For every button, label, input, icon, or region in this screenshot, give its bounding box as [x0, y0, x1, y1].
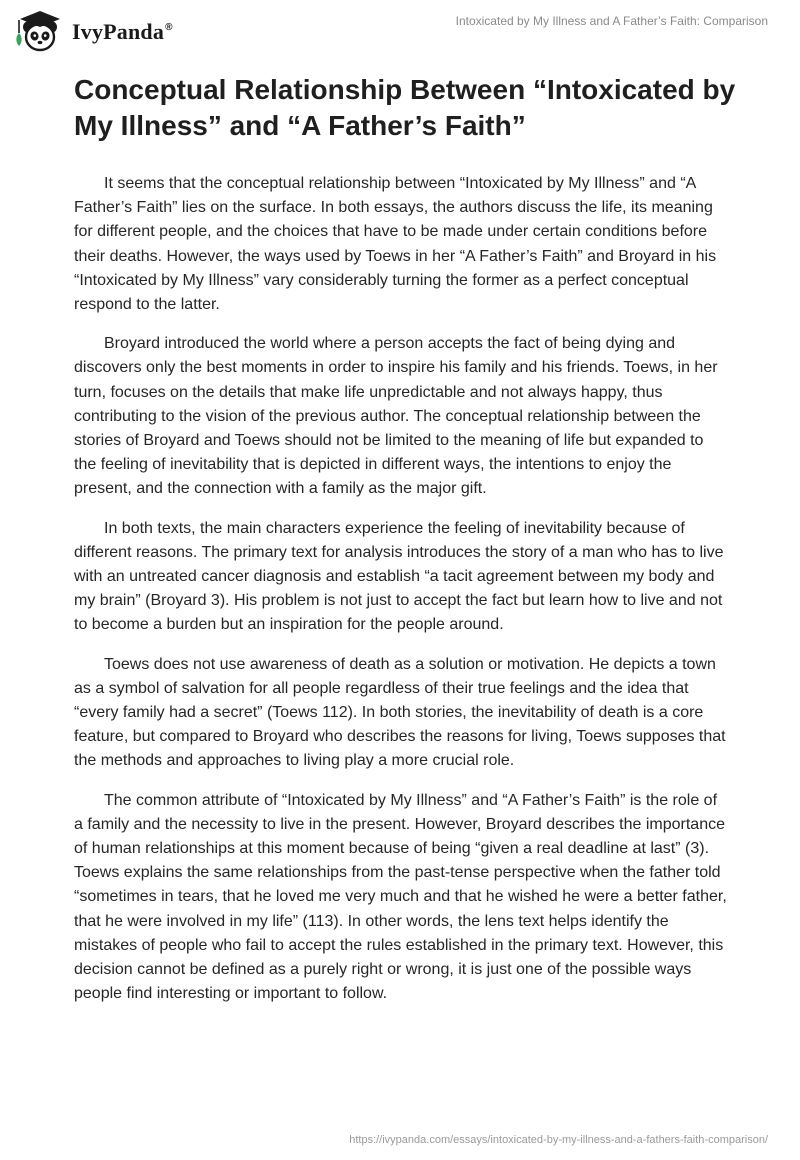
- panda-graduate-icon: [12, 7, 66, 53]
- ivypanda-logo[interactable]: [12, 7, 173, 53]
- paragraph: Toews does not use awareness of death as a solution or motivation. He depicts a town as a symbol of salvation for all people regardless of their true feelings and the idea that “every family had a secret” (Toews 112). In both stories, the inevitability of death is a core feature, but compared to Broyard who describes the reasons for living, Toews supposes that the methods and approaches to living play a more crucial role.: [74, 655, 726, 770]
- registered-mark: ®: [165, 22, 173, 33]
- document-header-title: Intoxicated by My Illness and A Father’s Faith: Comparison: [455, 14, 768, 28]
- source-url-link[interactable]: https://ivypanda.com/essays/intoxicated-by-my-illness-and-a-fathers-faith-comparison/: [349, 1134, 768, 1146]
- paragraph: The common attribute of “Intoxicated by My Illness” and “A Father’s Faith” is the role of a family and the necessity to live in the present. However, Broyard describes the importance of human relationships at this moment because of being “given a real deadline at last” (3). Toews explains the same relationships from the past-tense perspective when the father told “sometimes in tears, that he loved me very much and that he wished he were a better father, that he were involved in my life” (113). In other words, the lens text helps identify the mistakes of people who fail to accept the rules established in the primary text. However, this decision cannot be defined as a purely right or wrong, it is just one of the possible ways people find interesting or important to follow.: [74, 791, 727, 1003]
- paragraph: In both texts, the main characters experience the feeling of inevitability because of different reasons. The primary text for analysis introduces the story of a man who has to live with an untreated cancer diagnosis and establish “a tacit agreement between my body and my brain” (Broyard 3). His problem is not just to accept the fact but learn how to live and not to become a burden but an inspiration for the people around.: [74, 519, 724, 634]
- page-header: [0, 0, 800, 60]
- paragraph: It seems that the conceptual relationship between “Intoxicated by My Illness” and “A Father’s Faith” lies on the surface. In both essays, the authors discuss the life, its meaning for different people, and the choices that have to be made under certain conditions before their deaths. However, the ways used by Toews in her “A Father’s Faith” and Broyard in his “Intoxicated by My Illness” vary considerably turning the former as a perfect conceptual respond to the latter.: [74, 175, 717, 314]
- paragraph: Broyard introduced the world where a person accepts the fact of being dying and discovers only the best moments in order to inspire his family and his friends. Toews, in her turn, focuses on the details that make life unpredictable and not always happy, thus contributing to the vision of the previous author. The conceptual relationship between the stories of Broyard and Toews should not be limited to the meaning of life but expanded to the feeling of inevitability that is depicted in different ways, the intentions to enjoy the present, and the connection with a family as the major gift.: [74, 335, 718, 498]
- logo-wordmark: IvyPanda®: [72, 19, 173, 44]
- article-title: Conceptual Relationship Between “Intoxicated by My Illness” and “A Father’s Faith”: [74, 74, 736, 141]
- article-body: [74, 172, 730, 1022]
